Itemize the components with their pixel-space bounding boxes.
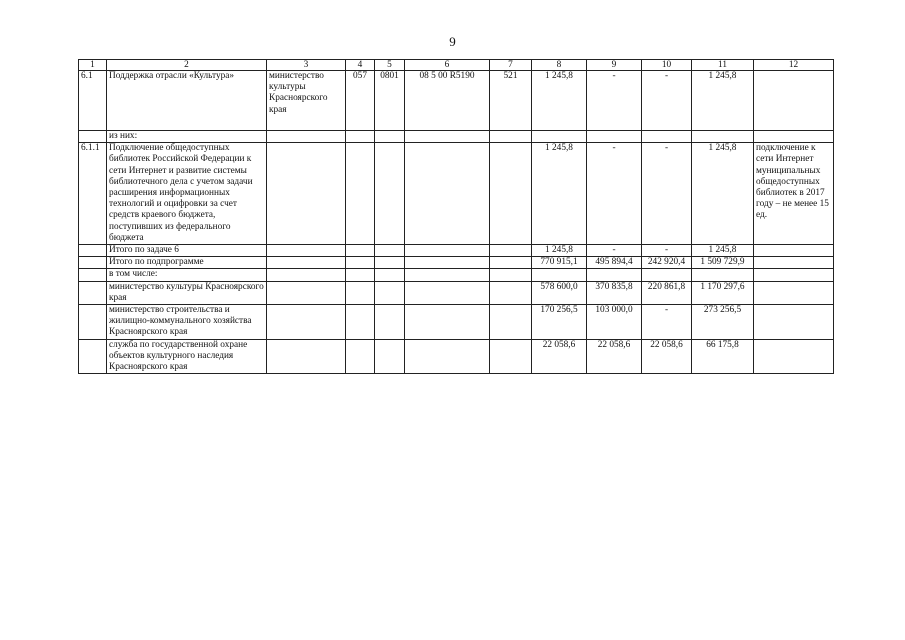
row-number <box>79 339 107 374</box>
row-code-grbs <box>346 131 375 143</box>
row-result <box>754 257 834 269</box>
row-value-col9: 370 835,8 <box>587 281 642 304</box>
row-code-grbs: 057 <box>346 71 375 131</box>
row-value-col11: 66 175,8 <box>692 339 754 374</box>
row-code-type <box>490 245 532 257</box>
budget-table <box>78 59 834 374</box>
row-code-type <box>490 143 532 245</box>
row-code-section <box>375 339 405 374</box>
row-code-grbs <box>346 269 375 281</box>
table-row <box>79 269 834 281</box>
row-result <box>754 71 834 131</box>
row-code-section: 0801 <box>375 71 405 131</box>
row-value-col8: 1 245,8 <box>532 143 587 245</box>
row-value-col9: - <box>587 143 642 245</box>
table-row <box>79 131 834 143</box>
row-description: Поддержка отрасли «Культура» <box>107 71 267 131</box>
row-code-type: 521 <box>490 71 532 131</box>
row-result <box>754 281 834 304</box>
row-value-col11: 1 509 729,9 <box>692 257 754 269</box>
row-value-col8: 22 058,6 <box>532 339 587 374</box>
row-value-col10: 22 058,6 <box>642 339 692 374</box>
column-header: 8 <box>532 60 587 71</box>
row-administrator <box>267 257 346 269</box>
row-code-target <box>405 131 490 143</box>
row-code-section <box>375 257 405 269</box>
row-value-col11: 1 245,8 <box>692 71 754 131</box>
row-value-col8: 770 915,1 <box>532 257 587 269</box>
row-code-target <box>405 305 490 340</box>
row-code-section <box>375 281 405 304</box>
row-value-col10: 220 861,8 <box>642 281 692 304</box>
row-value-col8: 1 245,8 <box>532 245 587 257</box>
row-result: подключение к сети Интернет муниципальных общедоступных библиотек в 2017 году – не менее 15 ед. <box>754 143 834 245</box>
row-code-type <box>490 269 532 281</box>
column-header: 6 <box>405 60 490 71</box>
row-code-type <box>490 281 532 304</box>
row-value-col9: - <box>587 245 642 257</box>
row-code-grbs <box>346 257 375 269</box>
column-header: 11 <box>692 60 754 71</box>
row-value-col10: - <box>642 245 692 257</box>
row-code-target <box>405 143 490 245</box>
row-number: 6.1 <box>79 71 107 131</box>
row-code-section <box>375 131 405 143</box>
column-header: 1 <box>79 60 107 71</box>
row-value-col9 <box>587 131 642 143</box>
row-code-target <box>405 245 490 257</box>
table-row <box>79 257 834 269</box>
row-code-section <box>375 245 405 257</box>
column-header: 10 <box>642 60 692 71</box>
row-number <box>79 131 107 143</box>
row-description: министерство строительства и жилищно-коммунального хозяйства Красноярского края <box>107 305 267 340</box>
row-code-section <box>375 143 405 245</box>
row-code-section <box>375 269 405 281</box>
row-value-col11: 1 245,8 <box>692 143 754 245</box>
row-code-target <box>405 339 490 374</box>
table-header-row <box>79 60 834 71</box>
row-code-section <box>375 305 405 340</box>
row-code-type <box>490 131 532 143</box>
table-row <box>79 71 834 131</box>
row-code-grbs <box>346 245 375 257</box>
page-number: 9 <box>449 34 456 49</box>
row-code-target <box>405 269 490 281</box>
row-number <box>79 305 107 340</box>
row-number: 6.1.1 <box>79 143 107 245</box>
row-code-type <box>490 305 532 340</box>
row-value-col11 <box>692 131 754 143</box>
row-description: служба по государственной охране объектов культурного наследия Красноярского края <box>107 339 267 374</box>
row-description: Итого по задаче 6 <box>107 245 267 257</box>
row-value-col10: - <box>642 143 692 245</box>
row-value-col11: 273 256,5 <box>692 305 754 340</box>
row-description: Итого по подпрограмме <box>107 257 267 269</box>
row-code-type <box>490 257 532 269</box>
row-value-col10: - <box>642 71 692 131</box>
column-header: 12 <box>754 60 834 71</box>
row-code-grbs <box>346 281 375 304</box>
table-row <box>79 245 834 257</box>
row-value-col11 <box>692 269 754 281</box>
row-description: из них: <box>107 131 267 143</box>
column-header: 4 <box>346 60 375 71</box>
row-code-type <box>490 339 532 374</box>
column-header: 3 <box>267 60 346 71</box>
row-code-target <box>405 281 490 304</box>
row-administrator: министерство культуры Красноярского края <box>267 71 346 131</box>
row-administrator <box>267 245 346 257</box>
row-code-target <box>405 257 490 269</box>
row-value-col11: 1 170 297,6 <box>692 281 754 304</box>
row-administrator <box>267 339 346 374</box>
row-value-col8: 170 256,5 <box>532 305 587 340</box>
row-value-col8: 578 600,0 <box>532 281 587 304</box>
row-administrator <box>267 305 346 340</box>
row-result <box>754 339 834 374</box>
row-description: в том числе: <box>107 269 267 281</box>
table-row <box>79 305 834 340</box>
row-value-col9: - <box>587 71 642 131</box>
row-value-col8 <box>532 131 587 143</box>
row-result <box>754 269 834 281</box>
row-description: Подключение общедоступных библиотек Российской Федерации к сети Интернет и развитие системы библиотечного дела с учетом задачи расширения информационных технологий и оцифровки за счет средств краевого бюджета, поступивших из федерального бюджета <box>107 143 267 245</box>
row-result <box>754 305 834 340</box>
table-row <box>79 339 834 374</box>
column-header: 7 <box>490 60 532 71</box>
row-administrator <box>267 269 346 281</box>
row-result <box>754 131 834 143</box>
column-header: 5 <box>375 60 405 71</box>
row-value-col9: 495 894,4 <box>587 257 642 269</box>
row-administrator <box>267 143 346 245</box>
row-code-grbs <box>346 305 375 340</box>
row-value-col10 <box>642 131 692 143</box>
row-result <box>754 245 834 257</box>
row-value-col8: 1 245,8 <box>532 71 587 131</box>
row-value-col9: 22 058,6 <box>587 339 642 374</box>
row-value-col9: 103 000,0 <box>587 305 642 340</box>
row-value-col8 <box>532 269 587 281</box>
row-number <box>79 281 107 304</box>
row-administrator <box>267 131 346 143</box>
row-value-col11: 1 245,8 <box>692 245 754 257</box>
row-code-target: 08 5 00 R5190 <box>405 71 490 131</box>
row-number <box>79 257 107 269</box>
row-value-col10: 242 920,4 <box>642 257 692 269</box>
row-description: министерство культуры Красноярского края <box>107 281 267 304</box>
table-row <box>79 143 834 245</box>
table-row <box>79 281 834 304</box>
row-number <box>79 269 107 281</box>
row-value-col10: - <box>642 305 692 340</box>
row-value-col10 <box>642 269 692 281</box>
row-code-grbs <box>346 339 375 374</box>
column-header: 2 <box>107 60 267 71</box>
row-code-grbs <box>346 143 375 245</box>
row-value-col9 <box>587 269 642 281</box>
row-administrator <box>267 281 346 304</box>
column-header: 9 <box>587 60 642 71</box>
row-number <box>79 245 107 257</box>
